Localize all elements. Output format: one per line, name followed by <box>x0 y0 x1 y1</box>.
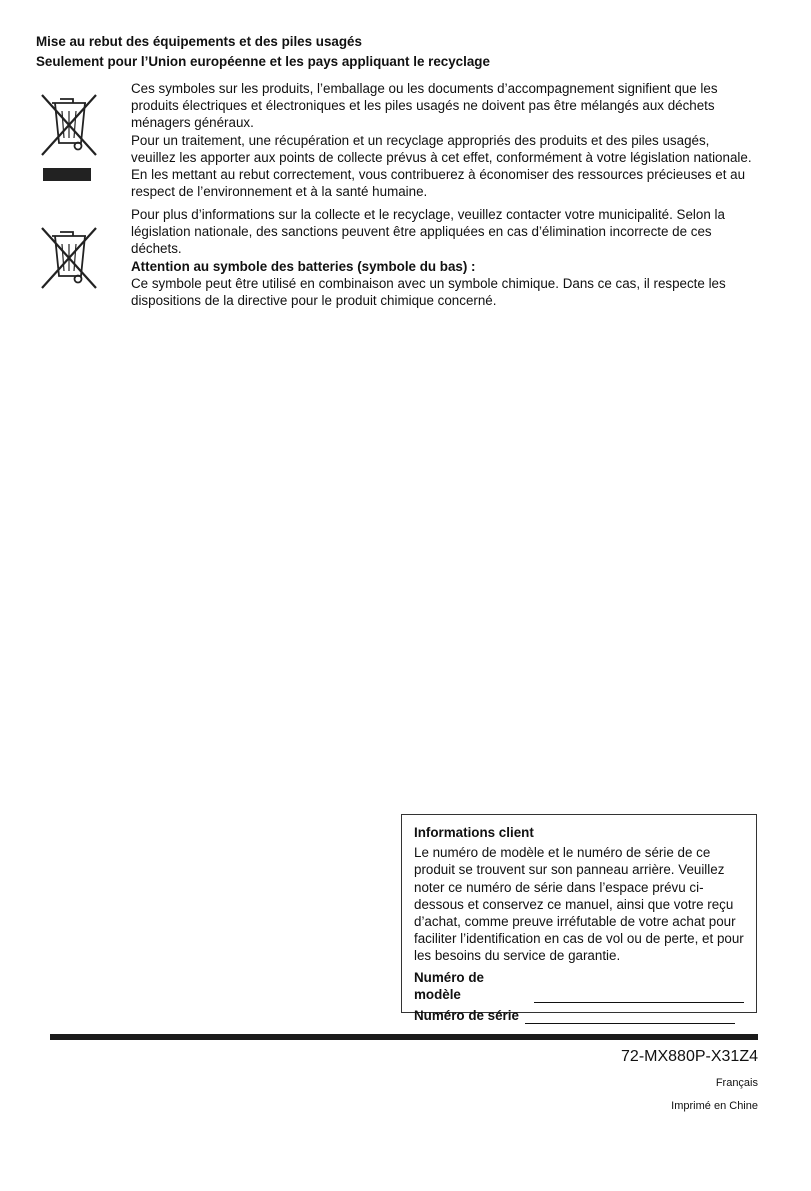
information-paragraph: Pour plus d’informations sur la collecte et le recyclage, veuillez contacter votre municipalité. Selon la législation nationale, des sanctions peuvent être appliquées en cas d’élimination incorrecte de ces déchets. <box>131 207 725 257</box>
model-number-field <box>414 969 744 1003</box>
crossed-out-wheelie-bin-icon <box>40 226 98 295</box>
information-section <box>131 206 755 309</box>
battery-symbol-paragraph: Ce symbole peut être utilisé en combinaison avec un symbole chimique. Dans ce cas, il respecte les dispositions de la directive pour le produit chimique concerné. <box>131 275 726 309</box>
serial-number-label: Numéro de série <box>414 1008 519 1024</box>
footer-divider <box>50 1034 758 1040</box>
disposal-paragraph-1: Ces symboles sur les produits, l’emballage ou les documents d’accompagnement signifient que les produits électriques et électroniques et les piles usagés ne doivent pas être mélangés aux déchets ménagers généraux. <box>131 81 718 131</box>
battery-symbol-bar <box>43 168 91 181</box>
battery-symbol-heading: Attention au symbole des batteries (symbole du bas) : <box>131 258 476 274</box>
document-code: 72-MX880P-X31Z4 <box>621 1048 758 1065</box>
disposal-section <box>131 80 755 200</box>
serial-number-field <box>414 1007 744 1024</box>
customer-info-title: Informations client <box>414 825 534 840</box>
model-number-line[interactable] <box>534 989 744 1003</box>
printed-in: Imprimé en Chine <box>671 1100 758 1112</box>
serial-number-line[interactable] <box>525 1010 735 1024</box>
disposal-paragraph-2: Pour un traitement, une récupération et un recyclage appropriés des produits et des piles usagés, veuillez les apporter aux points de collecte prévus à cet effet, conformément à votre législation nationale. En les mettant au rebut correctement, vous contribuerez à économiser des ressources précieuses et au respect de l’environnement et à la santé humaine. <box>131 132 752 200</box>
crossed-out-wheelie-bin-icon <box>40 93 98 162</box>
page-subtitle: Seulement pour l’Union européenne et les pays appliquant le recyclage <box>36 54 490 69</box>
page-title: Mise au rebut des équipements et des piles usagés <box>36 34 362 49</box>
customer-info-body: Le numéro de modèle et le numéro de série de ce produit se trouvent sur son panneau arrière. Veuillez noter ce numéro de série dans l’espace prévu ci-dessous et conservez ce manuel, ainsi que votre reçu d’achat, comme preuve irréfutable de votre achat pour faciliter l’identification en cas de vol ou de perte, et pour les besoins du service de garantie. <box>414 845 744 964</box>
document-language: Français <box>715 1077 758 1089</box>
model-number-label: Numéro de modèle <box>414 969 484 1002</box>
customer-info-box <box>401 814 757 1024</box>
